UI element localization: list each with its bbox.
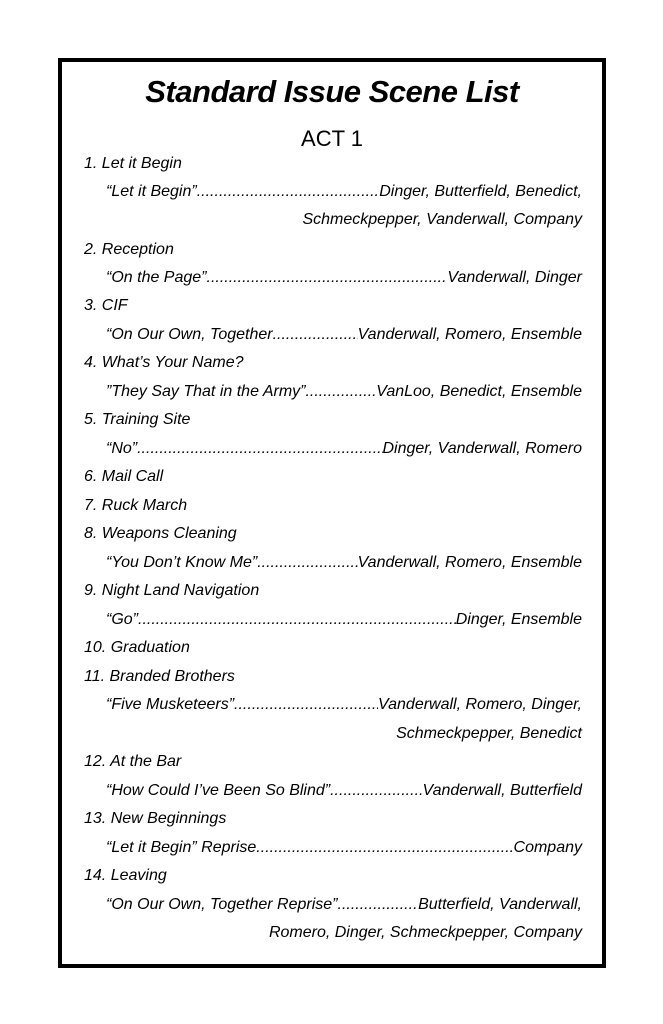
song-performers: Company xyxy=(513,839,582,856)
leader-dots xyxy=(138,610,456,630)
leader-dots xyxy=(273,325,358,345)
song-performers: Dinger, Vanderwall, Romero xyxy=(382,440,582,457)
performers-continuation: Romero, Dinger, Schmeckpepper, Company xyxy=(268,924,582,941)
performers-continuation: Schmeckpepper, Vanderwall, Company xyxy=(302,211,582,228)
song-title: “Let it Begin” xyxy=(106,183,197,200)
leader-dots xyxy=(234,695,378,715)
song-performers: Butterfield, Vanderwall, xyxy=(418,896,582,913)
scene-title: 12. At the Bar xyxy=(84,753,182,770)
scene-title: 2. Reception xyxy=(84,241,174,258)
leader-dots xyxy=(207,268,448,288)
song-row xyxy=(106,382,582,402)
scene-title: 3. CIF xyxy=(84,297,128,314)
act-heading: ACT 1 xyxy=(301,126,363,151)
song-row xyxy=(106,268,582,288)
song-row xyxy=(106,182,582,202)
page-title: Standard Issue Scene List xyxy=(145,74,519,109)
leader-dots xyxy=(137,439,382,459)
song-performers: Vanderwall, Butterfield xyxy=(422,782,582,799)
leader-dots xyxy=(197,182,380,202)
scene-title: 13. New Beginnings xyxy=(84,810,227,827)
leader-dots xyxy=(256,838,513,858)
leader-dots xyxy=(338,895,419,915)
song-performers: Vanderwall, Romero, Ensemble xyxy=(357,326,582,343)
leader-dots xyxy=(330,781,422,801)
song-title: “Five Musketeers” xyxy=(106,696,235,713)
scene-title: 8. Weapons Cleaning xyxy=(84,525,237,542)
song-row xyxy=(106,781,582,801)
song-row xyxy=(106,695,582,715)
song-title: “You Don’t Know Me” xyxy=(106,554,258,571)
song-title: “Go” xyxy=(106,611,138,628)
scene-title: 11. Branded Brothers xyxy=(84,668,235,685)
song-row xyxy=(106,439,582,459)
song-row xyxy=(106,895,582,915)
scene-title: 5. Training Site xyxy=(84,411,191,428)
song-performers: Vanderwall, Romero, Dinger, xyxy=(378,696,582,713)
scene-title: 10. Graduation xyxy=(84,639,190,656)
song-performers: Vanderwall, Romero, Ensemble xyxy=(357,554,582,571)
scene-title: 6. Mail Call xyxy=(84,468,164,485)
scene-title: 7. Ruck March xyxy=(84,497,188,514)
scene-list-frame xyxy=(58,58,606,968)
song-row xyxy=(106,838,582,858)
song-row xyxy=(106,553,582,573)
leader-dots xyxy=(257,553,357,573)
scene-title: 9. Night Land Navigation xyxy=(84,582,260,599)
song-title: “On Our Own, Together Reprise” xyxy=(106,896,338,913)
song-title: “No” xyxy=(106,440,138,457)
song-title: “Let it Begin” Reprise xyxy=(106,839,257,856)
song-performers: VanLoo, Benedict, Ensemble xyxy=(376,383,582,400)
song-row xyxy=(106,610,582,630)
scene-title: 1. Let it Begin xyxy=(84,155,182,172)
song-performers: Vanderwall, Dinger xyxy=(447,269,582,286)
song-title: “On Our Own, Together xyxy=(106,326,273,343)
song-title: “How Could I’ve Been So Blind” xyxy=(106,782,331,799)
performers-continuation: Schmeckpepper, Benedict xyxy=(396,725,582,742)
leader-dots xyxy=(305,382,376,402)
scene-title: 4. What’s Your Name? xyxy=(84,354,244,371)
song-row xyxy=(106,325,582,345)
song-performers: Dinger, Butterfield, Benedict, xyxy=(379,183,582,200)
song-title: “On the Page” xyxy=(106,269,207,286)
song-performers: Dinger, Ensemble xyxy=(455,611,582,628)
song-title: ”They Say That in the Army” xyxy=(106,383,306,400)
scene-title: 14. Leaving xyxy=(84,867,167,884)
